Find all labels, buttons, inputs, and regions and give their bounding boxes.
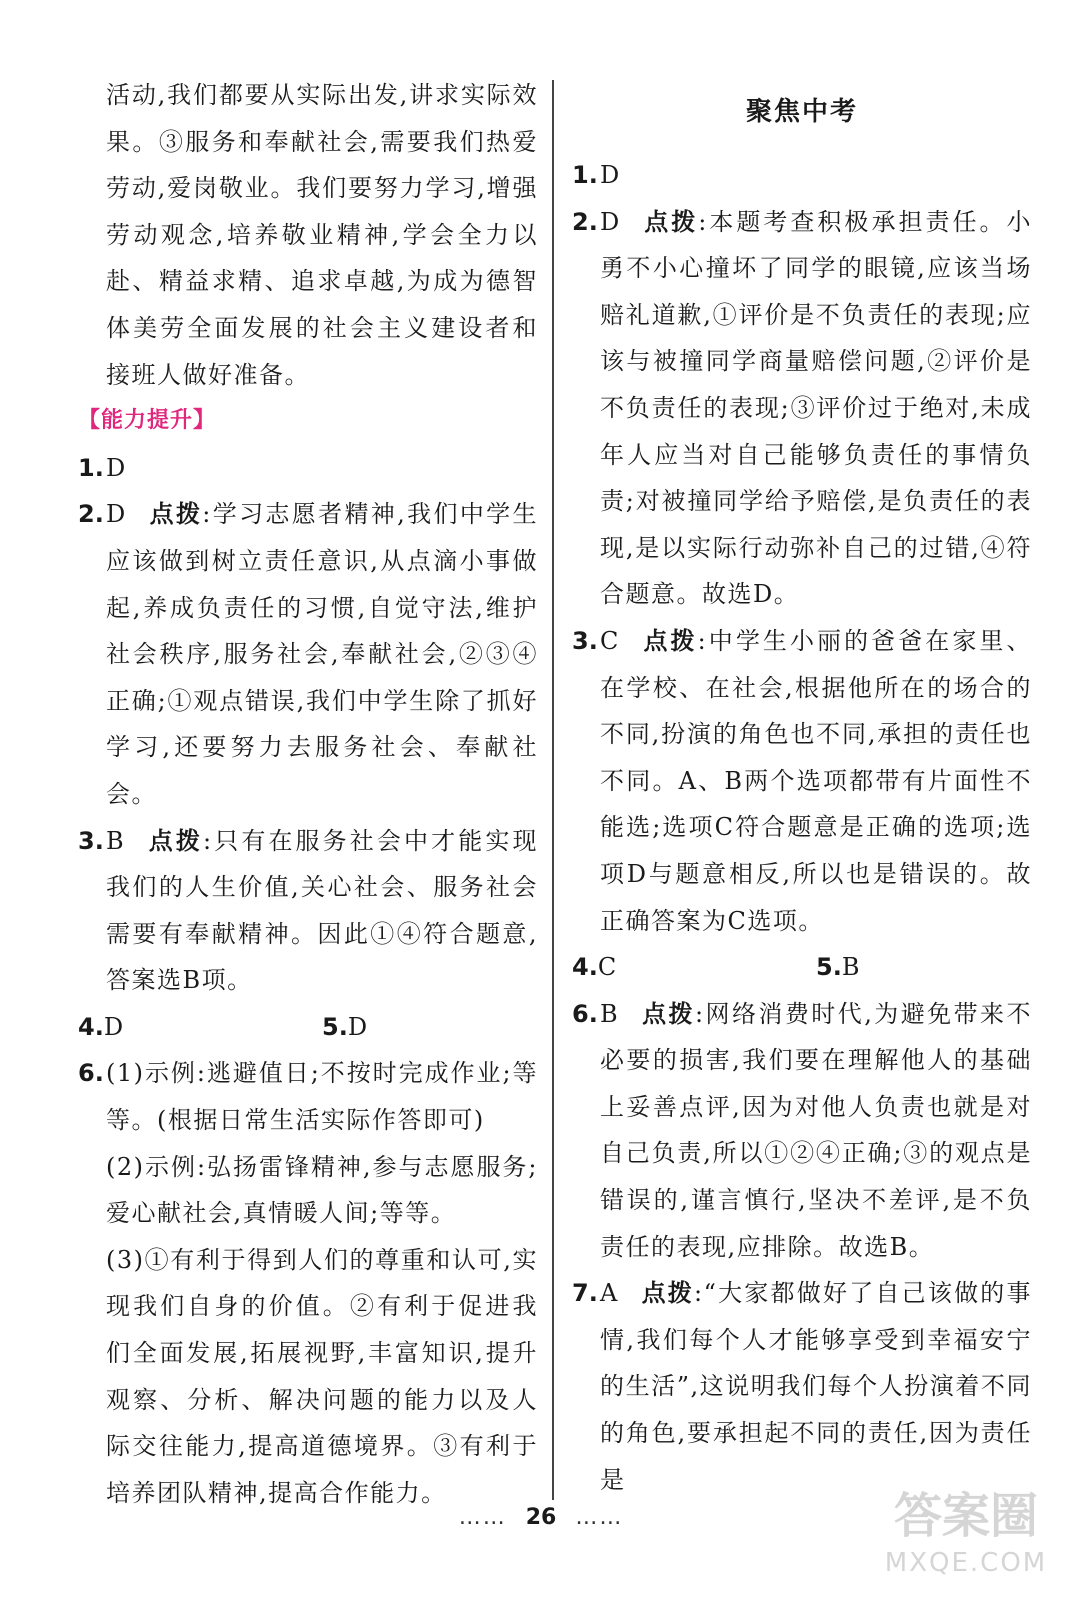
hint-label: 点拨 (640, 1279, 695, 1308)
hint-label: 点拨 (641, 999, 695, 1028)
hint-label: 点拨 (148, 500, 203, 529)
question-number: 1. (572, 161, 598, 189)
question-number: 3. (78, 826, 104, 855)
explanation-text: :本题考查积极承担责任。小勇不小心撞坏了同学的眼镜,应该当场赔礼道歉,①评价是不负责任的表现;应该与被撞同学商量赔偿问题,②评价是不负责任的表现;③评价过于绝对,未成年人应当对自己能够负责任的事情负责;对被撞同学给予赔偿,是负责任的表现,是以实际行动弥补自己的过错,④符合题意。故选D。 (600, 207, 1032, 609)
right-q6 (572, 991, 1032, 1271)
hint-label: 点拨 (147, 826, 203, 855)
right-q1 (572, 152, 1032, 199)
question-number: 5. (816, 953, 842, 982)
section-title-exam: 聚焦中考 (745, 97, 858, 127)
right-q2 (572, 199, 1032, 618)
q6-part1: (1)示例:逃避值日;不按时完成作业;等等。(根据日常生活实际作答即可) (106, 1059, 538, 1135)
explanation-text: :网络消费时代,为避免带来不必要的损害,我们要在理解他人的基础上妥善点评,因为对他人负责也就是对自己负责,所以①②④正确;③的观点是错误的,谨言慎行,坚决不差评,是不负责任的表现,应排除。故选B。 (600, 999, 1033, 1261)
answer-letter: D (600, 207, 621, 236)
left-q4-q5 (78, 1004, 538, 1051)
answer-letter: D (106, 453, 127, 482)
watermark-main-text: 答案圈 (893, 1488, 1038, 1544)
question-number: 4. (572, 953, 598, 982)
answer-letter: D (106, 500, 127, 529)
watermark-logo (866, 1486, 1066, 1596)
answer-letter: C (597, 953, 618, 982)
footer-dots-left: …… (458, 1505, 507, 1530)
answer-letter: D (600, 161, 621, 189)
explanation-text: :学习志愿者精神,我们中学生应该做到树立责任意识,从点滴小事做起,养成负责任的习惯,自觉守法,维护社会秩序,服务社会,奉献社会,②③④正确;①观点错误,我们中学生除了抓好学习,还要努力去服务社会、奉献社会。 (106, 500, 539, 808)
answer-letter: B (600, 999, 620, 1028)
right-q4-q5 (572, 944, 1032, 991)
left-q1 (78, 445, 538, 492)
answer-letter: B (841, 953, 861, 982)
left-q2 (78, 491, 538, 817)
explanation-text: :“大家都做好了自己该做的事情,我们每个人才能够享受到幸福安宁的生活”,这说明我们每个人扮演着不同的角色,要承担起不同的责任,因为责任是 (600, 1279, 1033, 1494)
right-column (572, 72, 1032, 1503)
right-q3 (572, 618, 1032, 944)
left-column (78, 72, 538, 1516)
right-q7 (572, 1270, 1032, 1503)
left-q6 (78, 1050, 538, 1516)
left-q3 (78, 818, 538, 1004)
question-number: 3. (572, 626, 598, 655)
question-number: 2. (572, 207, 598, 236)
question-number: 6. (572, 999, 598, 1028)
section-title-ability: 【能力提升】 (78, 408, 217, 434)
column-divider (552, 80, 554, 1500)
question-number: 6. (78, 1059, 104, 1088)
answer-letter: D (103, 1012, 125, 1041)
q6-part2: (2)示例:弘扬雷锋精神,参与志愿服务;爱心献社会,真情暖人间;等等。 (106, 1152, 538, 1228)
question-number: 5. (322, 1012, 348, 1041)
hint-label: 点拨 (641, 626, 698, 655)
left-continuation: 活动,我们都要从实际出发,讲求实际效果。③服务和奉献社会,需要我们热爱劳动,爱岗敬业。我们要努力学习,增强劳动观念,培养敬业精神,学会全力以赴、精益求精、追求卓越,为成为德智体美劳全面发展的社会主义建设者和接班人做好准备。 (106, 81, 538, 389)
answer-letter: A (600, 1279, 619, 1308)
footer-dots-right: …… (575, 1505, 624, 1530)
question-number: 4. (78, 1012, 104, 1041)
answer-letter: C (600, 626, 620, 655)
answer-letter: D (347, 1012, 369, 1041)
explanation-text: :只有在服务社会中才能实现我们的人生价值,关心社会、服务社会需要有奉献精神。因此①④符合题意,答案选B项。 (106, 826, 538, 995)
question-number: 7. (572, 1279, 598, 1308)
question-number: 1. (78, 453, 104, 482)
explanation-text: :中学生小丽的爸爸在家里、在学校、在社会,根据他所在的场合的不同,扮演的角色也不同,承担的责任也不同。A、B两个选项都带有片面性不能选;选项C符合题意是正确的选项;选项D与题意相反,所以也是错误的。故正确答案为C选项。 (600, 626, 1033, 935)
q6-part3: (3)①有利于得到人们的尊重和认可,实现我们自身的价值。②有利于促进我们全面发展,拓展视野,丰富知识,提升观察、分析、解决问题的能力以及人际交往能力,提高道德境界。③有利于培养团队精神,提高合作能力。 (106, 1245, 538, 1507)
question-number: 2. (78, 500, 104, 529)
page-number: 26 (525, 1505, 557, 1530)
answer-letter: B (106, 826, 126, 855)
watermark-sub-text: MXQE.COM (884, 1548, 1048, 1578)
hint-label: 点拨 (642, 207, 699, 236)
